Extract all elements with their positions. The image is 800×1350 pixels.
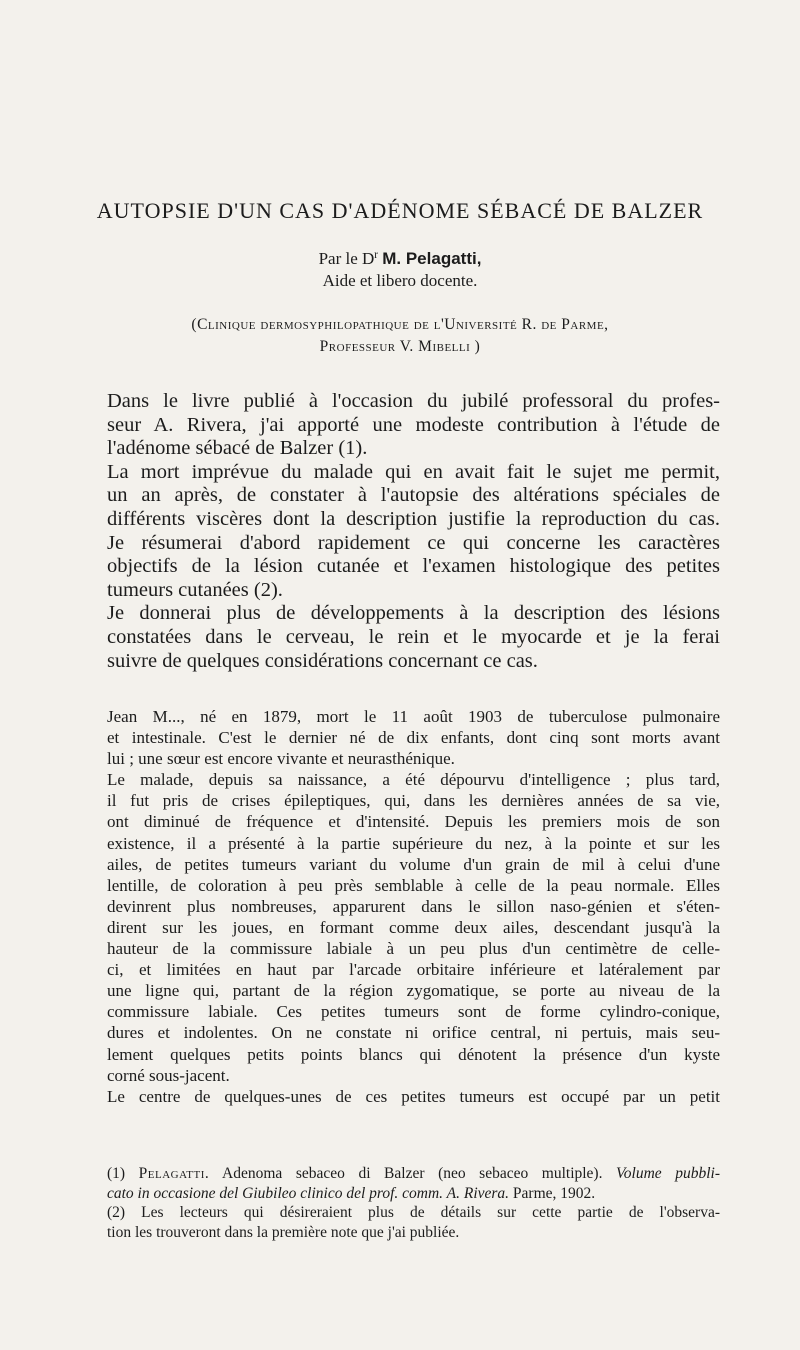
case-line: corné sous-jacent. [107, 1065, 230, 1085]
intro-line: Je donnerai plus de développements à la description des lésions [107, 602, 720, 625]
footnote-1-line-1 [107, 1164, 720, 1184]
case-line: Le malade, depuis sa naissance, a été dépourvu d'intelligence ; plus tard, [107, 770, 720, 790]
byline [0, 248, 800, 270]
case-line: existence, il a présenté à la partie supérieure du nez, à la pointe et sur les [107, 833, 720, 853]
case-line: dirent sur les joues, en formant comme deux ailes, descendant jusqu'à la [107, 917, 720, 937]
case-text [107, 706, 720, 1107]
intro-line: Je résumerai d'abord rapidement ce qui concerne les caractères [107, 531, 720, 554]
intro-line: objectifs de la lésion cutanée et l'examen histologique des petites [107, 555, 720, 578]
affiliation-line-1: (Clinique dermosyphilopathique de l'Université R. de Parme, [191, 316, 609, 333]
case-line: lui ; une sœur est encore vivante et neurasthénique. [107, 749, 455, 769]
footnote-1-italic-cont: cato in occasione del Giubileo clinico del prof. comm. A. Rivera. [107, 1184, 510, 1202]
footnote-1-end: Parme, 1902. [512, 1184, 596, 1202]
byline-sup: r [374, 248, 378, 261]
intro-line: constatées dans le cerveau, le rein et le myocarde et je la ferai [107, 625, 720, 648]
footnote-1-number: (1) [107, 1165, 126, 1182]
case-line: hauteur de la commissure labiale à un peu plus d'un centimètre de celle- [107, 939, 720, 959]
intro-line: un an après, de constater à l'autopsie des altérations spéciales de [107, 484, 720, 507]
footnote-2-line-2: tion les trouveront dans la première note que j'ai publiée. [107, 1223, 460, 1241]
affiliation [0, 314, 800, 358]
case-line: ailes, de petites tumeurs variant du volume d'un grain de mil à celui d'une [107, 854, 720, 874]
author-block [0, 248, 800, 292]
author-role: Aide et libero docente. [322, 271, 478, 290]
article-title: AUTOPSIE D'UN CAS D'ADÉNOME SÉBACÉ DE BALZER [96, 198, 704, 223]
intro-line: La mort imprévue du malade qui en avait fait le sujet me permit, [107, 460, 720, 483]
footnote-1-line-2 [107, 1184, 720, 1204]
case-line: et intestinale. C'est le dernier né de dix enfants, dont cinq sont morts avant [107, 728, 720, 748]
case-line: ont diminué de fréquence et d'intensité. Depuis les premiers mois de son [107, 812, 720, 832]
case-line: lentille, de coloration à peu près semblable à celle de la peau normale. Elles [107, 875, 720, 895]
case-line: dures et indolentes. On ne constate ni orifice central, ni pertuis, mais seu- [107, 1023, 720, 1043]
case-line: ci, et limitées en haut par l'arcade orbitaire inférieure et latéralement par [107, 960, 720, 980]
intro-line: différents viscères dont la description justifie la reproduction du cas. [107, 507, 720, 530]
intro-line: l'adénome sébacé de Balzer (1). [107, 437, 368, 460]
footnotes [107, 1164, 720, 1242]
author-name: M. Pelagatti, [382, 249, 482, 268]
footnote-2-line-1: (2) Les lecteurs qui désireraient plus de détails sur cette partie de l'observa- [107, 1204, 720, 1221]
case-line: une ligne qui, partant de la région zygomatique, se porte au niveau de la [107, 981, 720, 1001]
case-line: lement quelques petits points blancs qui dénotent la présence d'un kyste [107, 1044, 720, 1064]
footnote-1-author: Pelagatti. [138, 1165, 210, 1182]
case-line: commissure labiale. Ces petites tumeurs sont de forme cylindro-conique, [107, 1002, 720, 1022]
case-line: Jean M..., né en 1879, mort le 11 août 1903 de tuberculose pulmonaire [107, 707, 720, 726]
case-line: Le centre de quelques-unes de ces petites tumeurs est occupé par un petit [107, 1086, 720, 1106]
case-line: devinrent plus nombreuses, apparurent dans le sillon naso-génien et s'éten- [107, 896, 720, 916]
intro-line: suivre de quelques considérations concernant ce cas. [107, 649, 538, 672]
intro-line: seur A. Rivera, j'ai apporté une modeste contribution à l'étude de [107, 413, 720, 436]
intro-text [107, 390, 720, 673]
intro-line: Dans le livre publié à l'occasion du jubilé professoral du profes- [107, 390, 720, 412]
byline-prefix: Par le D [318, 249, 375, 268]
footnote-1-italic: Volume pubbli- [616, 1165, 721, 1182]
footnote-1-text: Adenoma sebaceo di Balzer (neo sebaceo multiple). [222, 1165, 603, 1182]
case-line: il fut pris de crises épileptiques, qui, dans les dernières années de sa vie, [107, 791, 720, 811]
affiliation-line-2: Professeur V. Mibelli ) [319, 338, 481, 355]
intro-line: tumeurs cutanées (2). [107, 578, 283, 601]
